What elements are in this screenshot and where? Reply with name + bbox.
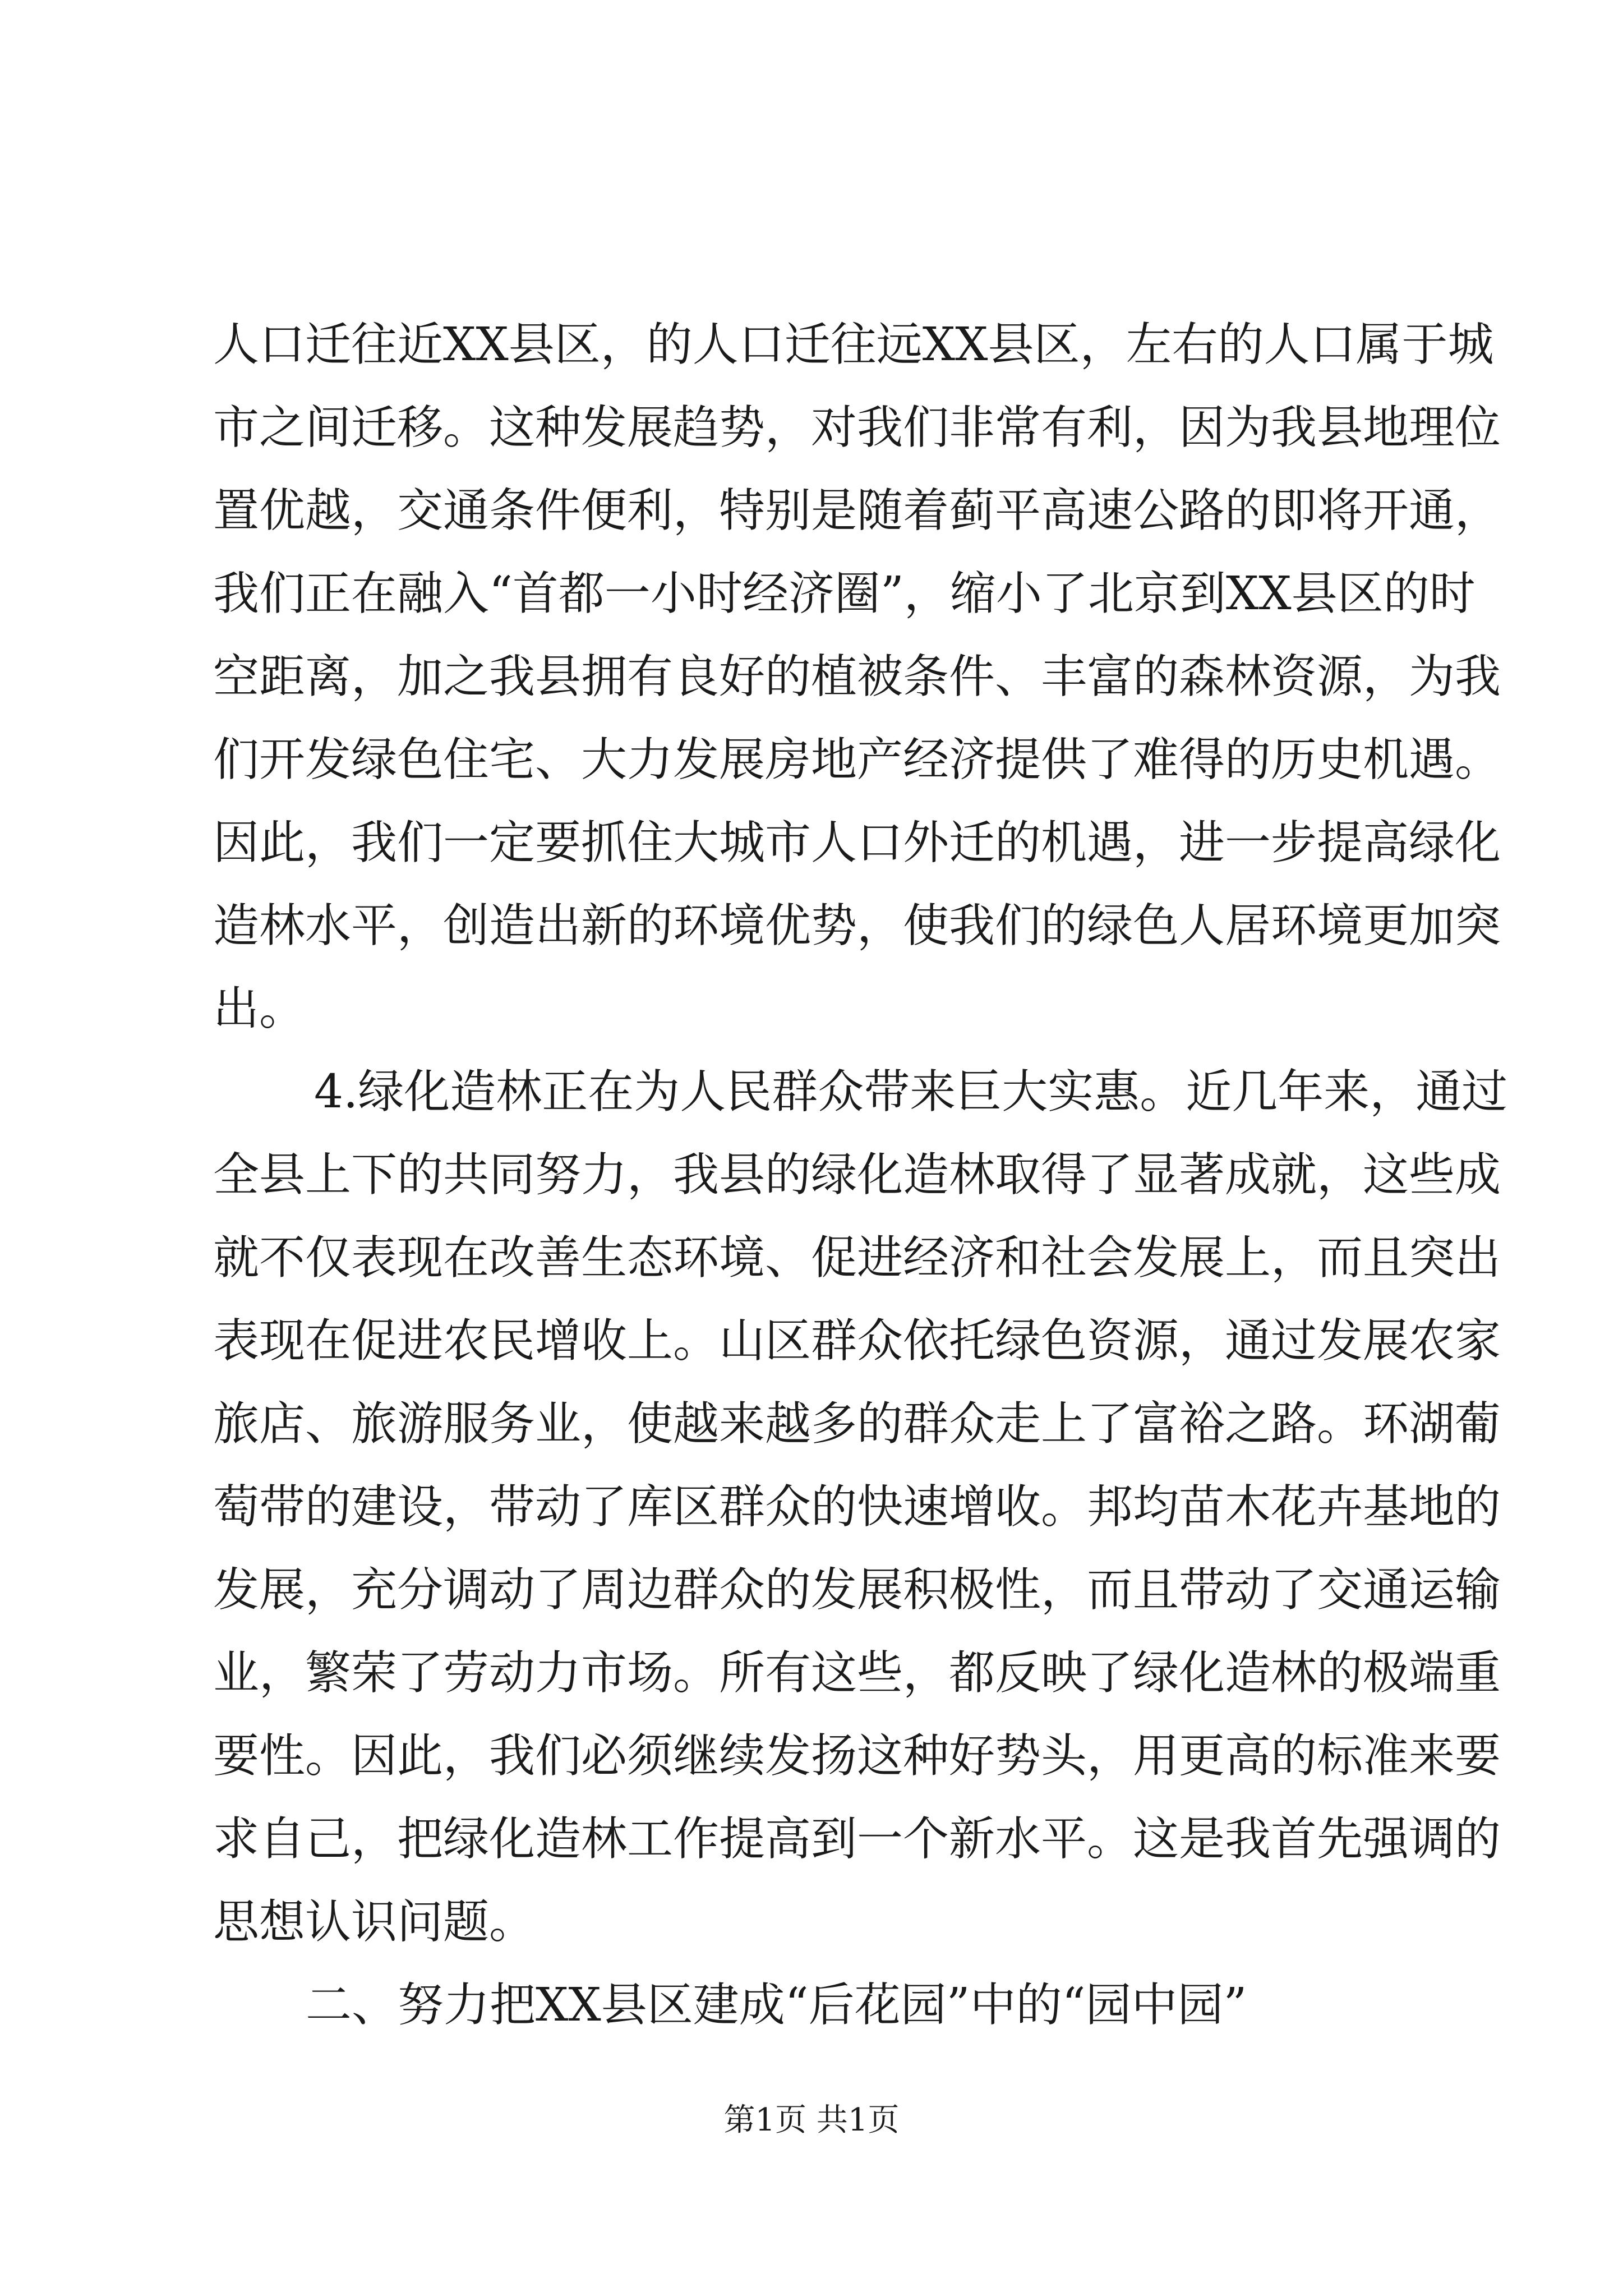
body-line: 造林水平，创造出新的环境优势，使我们的绿色人居环境更加突 — [213, 899, 1501, 953]
body-line: 表现在促进农民增收上。山区群众依托绿色资源，通过发展农家 — [213, 1314, 1501, 1368]
body-line: 人口迁往近XX县区，的人口迁往远XX县区，左右的人口属于城 — [213, 318, 1494, 371]
body-line: 求自己，把绿化造林工作提高到一个新水平。这是我首先强调的 — [213, 1812, 1501, 1866]
section-heading: 二、努力把XX县区建成“后花园”中的“园中园” — [306, 1978, 1247, 2032]
body-line: 萄带的建设，带动了库区群众的快速增收。邦均苗木花卉基地的 — [213, 1480, 1501, 1534]
paragraph-first-line: 4.绿化造林正在为人民群众带来巨大实惠。近几年来，通过 — [314, 1065, 1508, 1119]
body-line: 空距离，加之我县拥有良好的植被条件、丰富的森林资源，为我 — [213, 650, 1501, 703]
body-line: 因此，我们一定要抓住大城市人口外迁的机遇，进一步提高绿化 — [213, 816, 1501, 869]
body-line: 们开发绿色住宅、大力发展房地产经济提供了难得的历史机遇。 — [213, 733, 1501, 786]
body-line: 旅店、旅游服务业，使越来越多的群众走上了富裕之路。环湖葡 — [213, 1397, 1501, 1451]
body-line: 置优越，交通条件便利，特别是随着蓟平高速公路的即将开通， — [213, 484, 1501, 537]
body-line: 出。 — [213, 982, 306, 1036]
body-line: 市之间迁移。这种发展趋势，对我们非常有利，因为我县地理位 — [213, 401, 1501, 454]
body-line: 要性。因此，我们必须继续发扬这种好势头，用更高的标准来要 — [213, 1729, 1501, 1783]
body-line: 我们正在融入“首都一小时经济圈”，缩小了北京到XX县区的时 — [213, 567, 1476, 620]
body-line: 全县上下的共同努力，我县的绿化造林取得了显著成就，这些成 — [213, 1148, 1501, 1202]
page-footer: 第1页 共1页 — [723, 2102, 900, 2138]
body-line: 就不仅表现在改善生态环境、促进经济和社会发展上，而且突出 — [213, 1231, 1501, 1285]
body-line: 业，繁荣了劳动力市场。所有这些，都反映了绿化造林的极端重 — [213, 1646, 1501, 1700]
body-line: 思想认识问题。 — [213, 1895, 536, 1949]
body-line: 发展，充分调动了周边群众的发展积极性，而且带动了交通运输 — [213, 1563, 1501, 1617]
